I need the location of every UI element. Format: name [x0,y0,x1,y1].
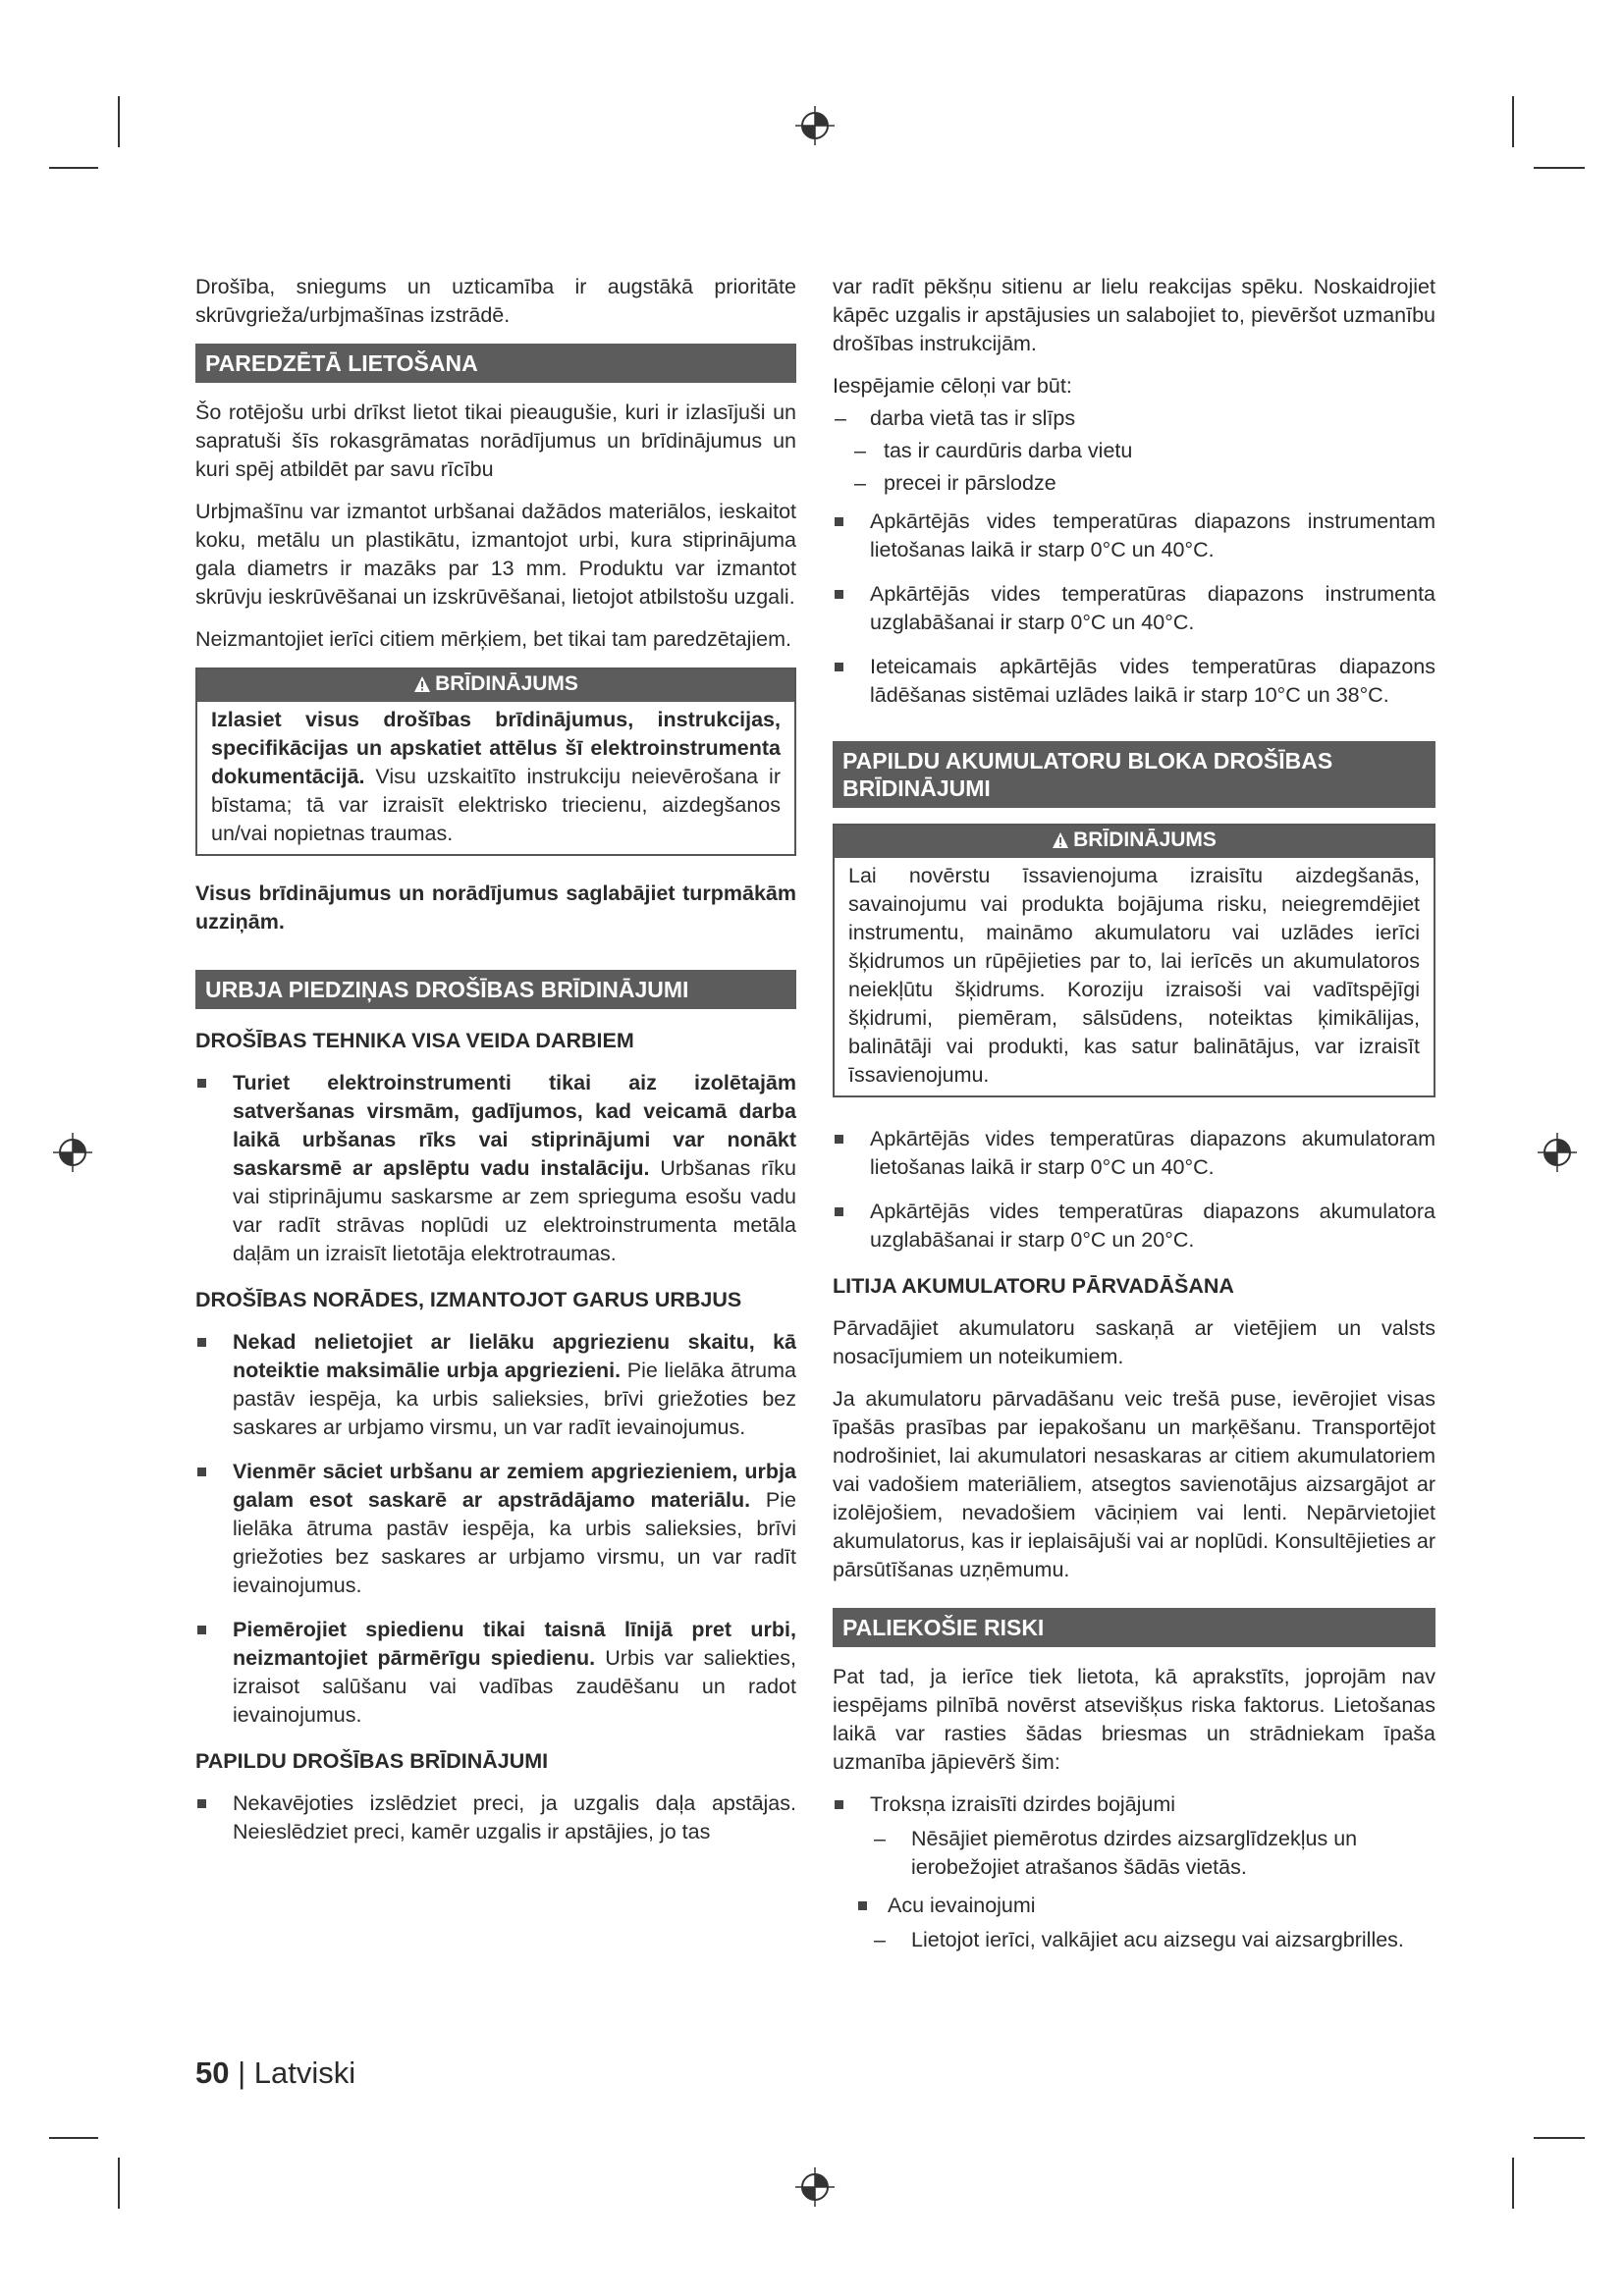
dash-icon: – [874,1827,886,1850]
footer-separator: | [229,2056,254,2090]
list-item-bold: Turiet elektroinstrumenti tikai aiz izolētajām satveršanas virsmām, gadījumos, kad veicamā darba laikā urbšanas rīks vai stiprinājumi var nonākt saskarsmē ar apslēptu vadu instalāciju. [233,1071,796,1180]
list-item [833,1125,1435,1182]
causes-list [833,404,1435,498]
keep-instructions-text: Visus brīdinājumus un norādījumus saglabājiet turpmākām uzziņām. [195,881,796,934]
risks-sublist-2 [833,1926,1435,1954]
footer-language: Latviski [253,2056,356,2090]
list-item-text: Acu ievainojumi [888,1894,1036,1917]
list-item-text: Apkārtējās vides temperatūras diapazons akumulatora uzglabāšanai ir starp 0°C un 20°C. [870,1200,1435,1252]
warning-box-title-text: BRĪDINĀJUMS [1073,828,1217,851]
dash-icon: – [854,471,866,495]
bullet-icon [197,1338,206,1347]
list-item [195,1458,796,1600]
list-item-text: darba vietā tas ir slīps [870,406,1076,430]
crop-mark-bottom-left-vertical [118,2158,120,2209]
list-item-text: Pie lielāka ātruma pastāv iespēja, ka urbis salieksies, brīvi griežoties bez saskares ar urbjamo virsmu, un var radīt ievainojumus. [233,1359,796,1439]
warning-text: Visu uzskaitīto instrukciju neievērošana ir bīstama; tā var izraisīt elektrisko triecienu, aizdegšanos un/vai nopietnas traumas. [211,765,781,845]
list-item-text: Ieteicamais apkārtējās vides temperatūras diapazons lādēšanas sistēmai uzlādes laikā ir starp 10°C un 38°C. [870,655,1435,707]
lithium-paragraph-1: Pārvadājiet akumulatoru saskaņā ar vietējiem un valsts nosacījumiem un noteikumiem. [833,1316,1435,1368]
dash-icon: – [854,439,866,462]
bullet-icon [835,663,843,671]
warning-box-title [197,669,794,702]
list-item [833,1825,1435,1882]
dash-icon: – [835,406,846,430]
list-item [833,1892,1435,1920]
crop-mark-top-right-vertical [1512,96,1514,147]
bullet-icon [197,1468,206,1476]
lithium-paragraph-2: Ja akumulatoru pārvadāšanu veic trešā puse, ievērojiet visas īpašās prasības par iepakošanu un marķēšanu. Transportējot nodrošiniet, lai akumulatori nesaskaras ar citiem akumulatoriem vai vadošiem materiāliem, atsegtos savienotājus aizsargājot ar izolējošiem, nevadošiem vāciņiem vai lenti. Nepārvietojiet akumulatorus, kas ir ieplaisājuši vai ar noplūdi. Konsultējieties ar pārsūtīšanas uzņēmumu. [833,1387,1435,1581]
warning-box-general [195,667,796,856]
list-all-operations [195,1069,796,1268]
registration-mark-right-icon [1538,1133,1577,1172]
crop-mark-top-right-horizontal [1534,167,1585,169]
list-item [195,1789,796,1846]
list-item-bold: Piemērojiet spiedienu tikai taisnā līnijā pret urbi, neizmantojiet pārmērīgu spiedienu. [233,1618,796,1670]
list-item-text: Apkārtējās vides temperatūras diapazons akumulatoram lietošanas laikā ir starp 0°C un 40°C. [870,1127,1435,1179]
intended-use-paragraph-1: Šo rotējošu urbi drīkst lietot tikai pieaugušie, kuri ir izlasījuši un sapratuši šīs rokasgrāmatas norādījumus un brīdinājumus un kuri spēj atbildēt par savu rīcību [195,400,796,481]
bullet-icon [835,1800,843,1809]
battery-temperature-list [833,1125,1435,1255]
list-item-text: Urbis var saliekties, izraisot salūšanu vai vadības zaudēšanu un radot ievainojumus. [233,1646,796,1727]
warning-box-battery [833,824,1435,1097]
subheading-additional-warnings: PAPILDU DROŠĪBAS BRĪDINĀJUMI [195,1749,549,1773]
list-item-text: Troksņa izraisīti dzirdes bojājumi [870,1792,1176,1816]
list-item-text: Urbšanas rīku vai stiprinājumu saskarsme ar zem sprieguma esošu vadu var radīt strāvas noplūdi uz elektroinstrumenta metāla daļām un izraisīt lietotāja elektrotraumas. [233,1156,796,1265]
warning-box-body: Lai novērstu īssavienojuma izraisītu aizdegšanās, savainojumu vai produkta bojājuma risku, neiegremdējiet instrumentu, maināmo akumulatoru vai uzlādes ierīci šķidrumos un rūpējieties par to, lai ierīcēs un akumulatoros neiekļūtu šķidrums. Koroziju izraisoši vai vadītspējīgi šķidrumi, piemēram, sālsūdens, noteiktas ķimikālijas, balinātāji vai produkti, kas satur balinātājus, var izraisīt īssavienojumu. [848,864,1420,1087]
bullet-icon [835,1207,843,1216]
warning-box-body [197,702,794,854]
list-item [833,1926,1435,1954]
continued-paragraph: var radīt pēkšņu sitienu ar lielu reakcijas spēku. Noskaidrojiet kāpēc uzgalis ir apstājusies un salabojiet to, pievēršot uzmanību drošības instrukcijām. [833,275,1435,355]
page-number: 50 [195,2056,230,2090]
list-item-text: precei ir pārslodze [884,471,1056,495]
section-heading-residual-risks: PALIEKOŠIE RISKI [833,1608,1435,1647]
list-item-text: Lietojot ierīci, valkājiet acu aizsegu vai aizsargbrilles. [911,1928,1404,1951]
bullet-icon [197,1079,206,1088]
subheading-all-operations: DROŠĪBAS TEHNIKA VISA VEIDA DARBIEM [195,1029,634,1052]
crop-mark-top-left-horizontal [49,167,98,169]
risks-sublist-1 [833,1825,1435,1882]
page-footer [195,2056,355,2091]
bullet-icon [835,1135,843,1144]
subheading-lithium-transport: LITIJA AKUMULATORU PĀRVADĀŠANA [833,1274,1234,1298]
list-item [195,1069,796,1268]
right-column [833,273,1435,1964]
crop-mark-bottom-left-horizontal [49,2137,98,2139]
keep-instructions-note [195,880,796,936]
bullet-icon [858,1901,867,1910]
warning-box-title-text: BRĪDINĀJUMS [435,672,578,695]
subheading-long-bits: DROŠĪBAS NORĀDES, IZMANTOJOT GARUS URBJUS [195,1288,742,1311]
possible-causes-label: Iespējamie cēloņi var būt: [833,374,1072,398]
list-item [833,1790,1435,1819]
bullet-icon [197,1626,206,1634]
residual-risks-paragraph: Pat tad, ja ierīce tiek lietota, kā aprakstīts, joprojām nav iespējams pilnībā novērst atsevišķus riska faktorus. Lietošanas laikā var rasties šādas briesmas un strādniekam īpaša uzmanība jāpievērš šim: [833,1665,1435,1774]
registration-mark-left-icon [53,1133,92,1172]
dash-icon: – [874,1928,886,1951]
list-item-text: Pie lielāka ātruma pastāv iespēja, ka urbis salieksies, brīvi griežoties bez saskares ar urbjamo virsmu, un var radīt ievainojumus. [233,1488,796,1597]
list-additional-warnings [195,1789,796,1846]
risks-list-2 [833,1892,1435,1920]
list-item [833,507,1435,564]
intended-use-paragraph-2: Urbjmašīnu var izmantot urbšanai dažādos materiālos, ieskaitot koku, metālu un plastikātu, izmantojot urbi, kura stiprinājuma gala diametrs ir mazāks par 13 mm. Produktu var izmantot skrūvju ieskrūvēšanai un izskrūvēšanai, lietojot atbilstošu uzgali. [195,500,796,609]
list-item [833,404,1435,433]
list-item [833,437,1435,465]
warning-bold-text: Izlasiet visus drošības brīdinājumus, instrukcijas, specifikācijas un apskatiet attēlus šī elektroinstrumenta dokumentācijā. [211,708,781,788]
section-heading-drill-safety: URBJA PIEDZIŅAS DROŠĪBAS BRĪDINĀJUMI [195,970,796,1009]
registration-mark-bottom-icon [795,2167,835,2207]
bullet-icon [197,1799,206,1808]
list-item-text: Nēsājiet piemērotus dzirdes aizsarglīdzekļus un ierobežojiet atrašanos šādās vietās. [911,1827,1358,1879]
risks-list [833,1790,1435,1819]
list-item [833,1198,1435,1255]
warning-icon [413,672,431,702]
bullet-icon [835,517,843,526]
crop-mark-top-left-vertical [118,96,120,147]
list-item-bold: Nekad nelietojiet ar lielāku apgriezienu skaitu, kā noteiktie maksimālie urbja apgriezieni. [233,1330,796,1382]
warning-box-title [835,826,1434,858]
temperature-list [833,507,1435,710]
registration-mark-top-icon [795,106,835,145]
intended-use-paragraph-3: Neizmantojiet ierīci citiem mērķiem, bet tikai tam paredzētajiem. [195,627,791,651]
list-item-text: Apkārtējās vides temperatūras diapazons instrumenta uzglabāšanai ir starp 0°C un 40°C. [870,582,1435,634]
list-item-bold: Vienmēr sāciet urbšanu ar zemiem apgriezieniem, urbja galam esot saskarē ar apstrādājamo materiālu. [233,1460,796,1512]
list-item [195,1616,796,1730]
list-item [195,1328,796,1442]
list-item [833,580,1435,637]
intro-paragraph: Drošība, sniegums un uzticamība ir augstākā prioritāte skrūvgrieža/urbjmašīnas izstrādē. [195,275,796,327]
section-heading-battery-safety: PAPILDU AKUMULATORU BLOKA DROŠĪBAS BRĪDINĀJUMI [833,741,1435,808]
list-item [833,653,1435,710]
left-column [195,273,796,1862]
bullet-icon [835,590,843,599]
crop-mark-bottom-right-horizontal [1534,2137,1585,2139]
warning-icon [1052,828,1069,858]
list-item [833,469,1435,498]
list-item-text: Nekavējoties izslēdziet preci, ja uzgalis daļa apstājas. Neieslēdziet preci, kamēr uzgalis ir apstājies, jo tas [233,1791,796,1843]
list-item-text: tas ir caurdūris darba vietu [884,439,1133,462]
list-long-bits [195,1328,796,1730]
section-heading-intended-use: PAREDZĒTĀ LIETOŠANA [195,344,796,383]
list-item-text: Apkārtējās vides temperatūras diapazons instrumentam lietošanas laikā ir starp 0°C un 40°C. [870,509,1435,561]
crop-mark-bottom-right-vertical [1512,2158,1514,2209]
